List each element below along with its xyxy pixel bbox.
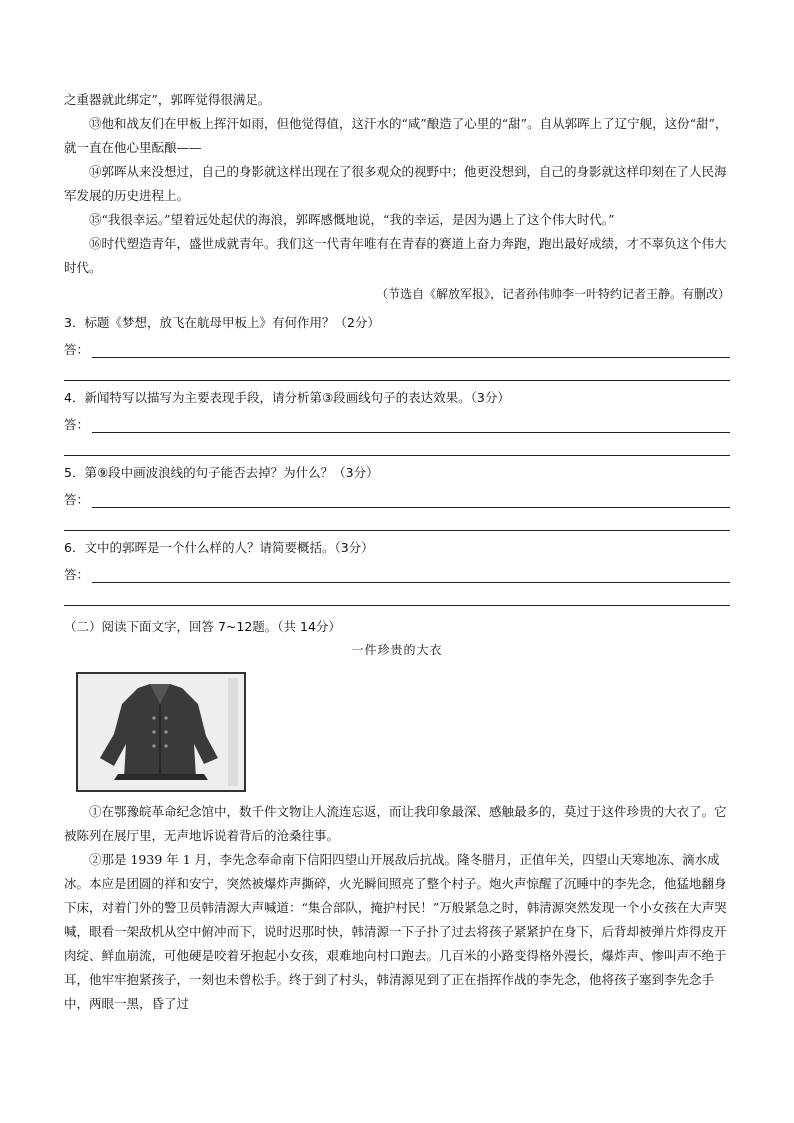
passage1-paragraph-15: ⑮“我很幸运。”望着远处起伏的海浪，郭晖感慨地说，“我的幸运，是因为遇上了这个伟大时代。”: [89, 212, 615, 227]
passage1-continuation: 之重器就此绑定”，郭晖觉得很满足。: [64, 92, 271, 107]
answer-line[interactable]: [64, 433, 730, 456]
section-2-title: （二）阅读下面文字，回答 7~12题。（共 14分）: [64, 619, 341, 634]
passage1-paragraph-16: ⑯时代塑造青年，盛世成就青年。我们这一代青年唯有在青春的赛道上奋力奔跑，跑出最好成绩，才不辜负这个伟大时代。: [64, 236, 727, 275]
question-6: [64, 537, 730, 606]
question-4-answer-row: [64, 409, 730, 433]
coat-photo-icon: [78, 674, 244, 790]
question-5: [64, 462, 730, 531]
answer-line[interactable]: [92, 489, 730, 508]
article-paragraph-1: ①在鄂豫皖革命纪念馆中，数千件文物让人流连忘返，而让我印象最深、感触最多的，莫过于这件珍贵的大衣了。它被陈列在展厅里，无声地诉说着背后的沧桑往事。: [64, 804, 727, 843]
exam-page: [64, 88, 730, 1016]
passage1-paragraph-14: ⑭郭晖从来没想过，自己的身影就这样出现在了很多观众的视野中；他更没想到，自己的身影就这样印刻在了人民海军发展的历史进程上。: [64, 164, 727, 203]
passage1-source: （节选自《解放军报》，记者孙伟帅李一叶特约记者王静。有删改）: [375, 287, 730, 301]
question-3: [64, 312, 730, 381]
question-5-text: 5．第⑨段中画波浪线的句子能否去掉？为什么？（3分）: [64, 465, 379, 480]
question-6-text: 6．文中的郭晖是一个什么样的人？请简要概括。（3分）: [64, 540, 374, 555]
question-4-text: 4．新闻特写以描写为主要表现手段，请分析第③段画线句子的表达效果。（3分）: [64, 390, 510, 405]
question-5-answer-row: [64, 484, 730, 508]
answer-label: 答：: [64, 417, 90, 432]
answer-line[interactable]: [64, 508, 730, 531]
coat-photo: [76, 672, 246, 792]
answer-label: 答：: [64, 342, 90, 357]
answer-label: 答：: [64, 492, 90, 507]
question-6-answer-row: [64, 559, 730, 583]
passage1-paragraph-13: ⑬他和战友们在甲板上挥汗如雨，但他觉得值，这汗水的“咸”酿造了心里的“甜”。自从郭晖上了辽宁舰，这份“甜”，就一直在他心里酝酿——: [64, 116, 728, 155]
question-4: [64, 387, 730, 456]
answer-line[interactable]: [64, 358, 730, 381]
question-3-answer-row: [64, 334, 730, 358]
answer-line[interactable]: [64, 583, 730, 606]
answer-line[interactable]: [92, 564, 730, 583]
question-3-text: 3．标题《梦想，放飞在航母甲板上》有何作用？（2分）: [64, 315, 380, 330]
answer-line[interactable]: [92, 414, 730, 433]
answer-line[interactable]: [92, 339, 730, 358]
article-paragraph-2: ②那是 1939 年 1 月，李先念奉命南下信阳四望山开展敌后抗战。隆冬腊月，正值年关，四望山天寒地冻、滴水成冰。本应是团圆的祥和安宁，突然被爆炸声撕碎，火光瞬间照亮了整个村子。炮火声惊醒了沉睡中的李先念，他猛地翻身下床，对着门外的警卫员韩清源大声喊道：“集合部队，掩护村民！”万般紧急之时，韩清源突然发现一个小女孩在大声哭喊，眼看一架敌机从空中俯冲而下，说时迟那时快，韩清源一下子扑了过去将孩子紧紧护在身下，后背却被弹片炸得皮开肉绽、鲜血崩流，可他硬是咬着牙抱起小女孩，艰难地向村口跑去。几百米的小路变得格外漫长，爆炸声、惨叫声不绝于耳，他牢牢抱紧孩子，一刻也未曾松手。终于到了村头，韩清源见到了正在指挥作战的李先念，他将孩子塞到李先念手中，两眼一黑，昏了过: [64, 852, 727, 1011]
answer-label: 答：: [64, 567, 90, 582]
article-title: 一件珍贵的大衣: [351, 643, 443, 657]
